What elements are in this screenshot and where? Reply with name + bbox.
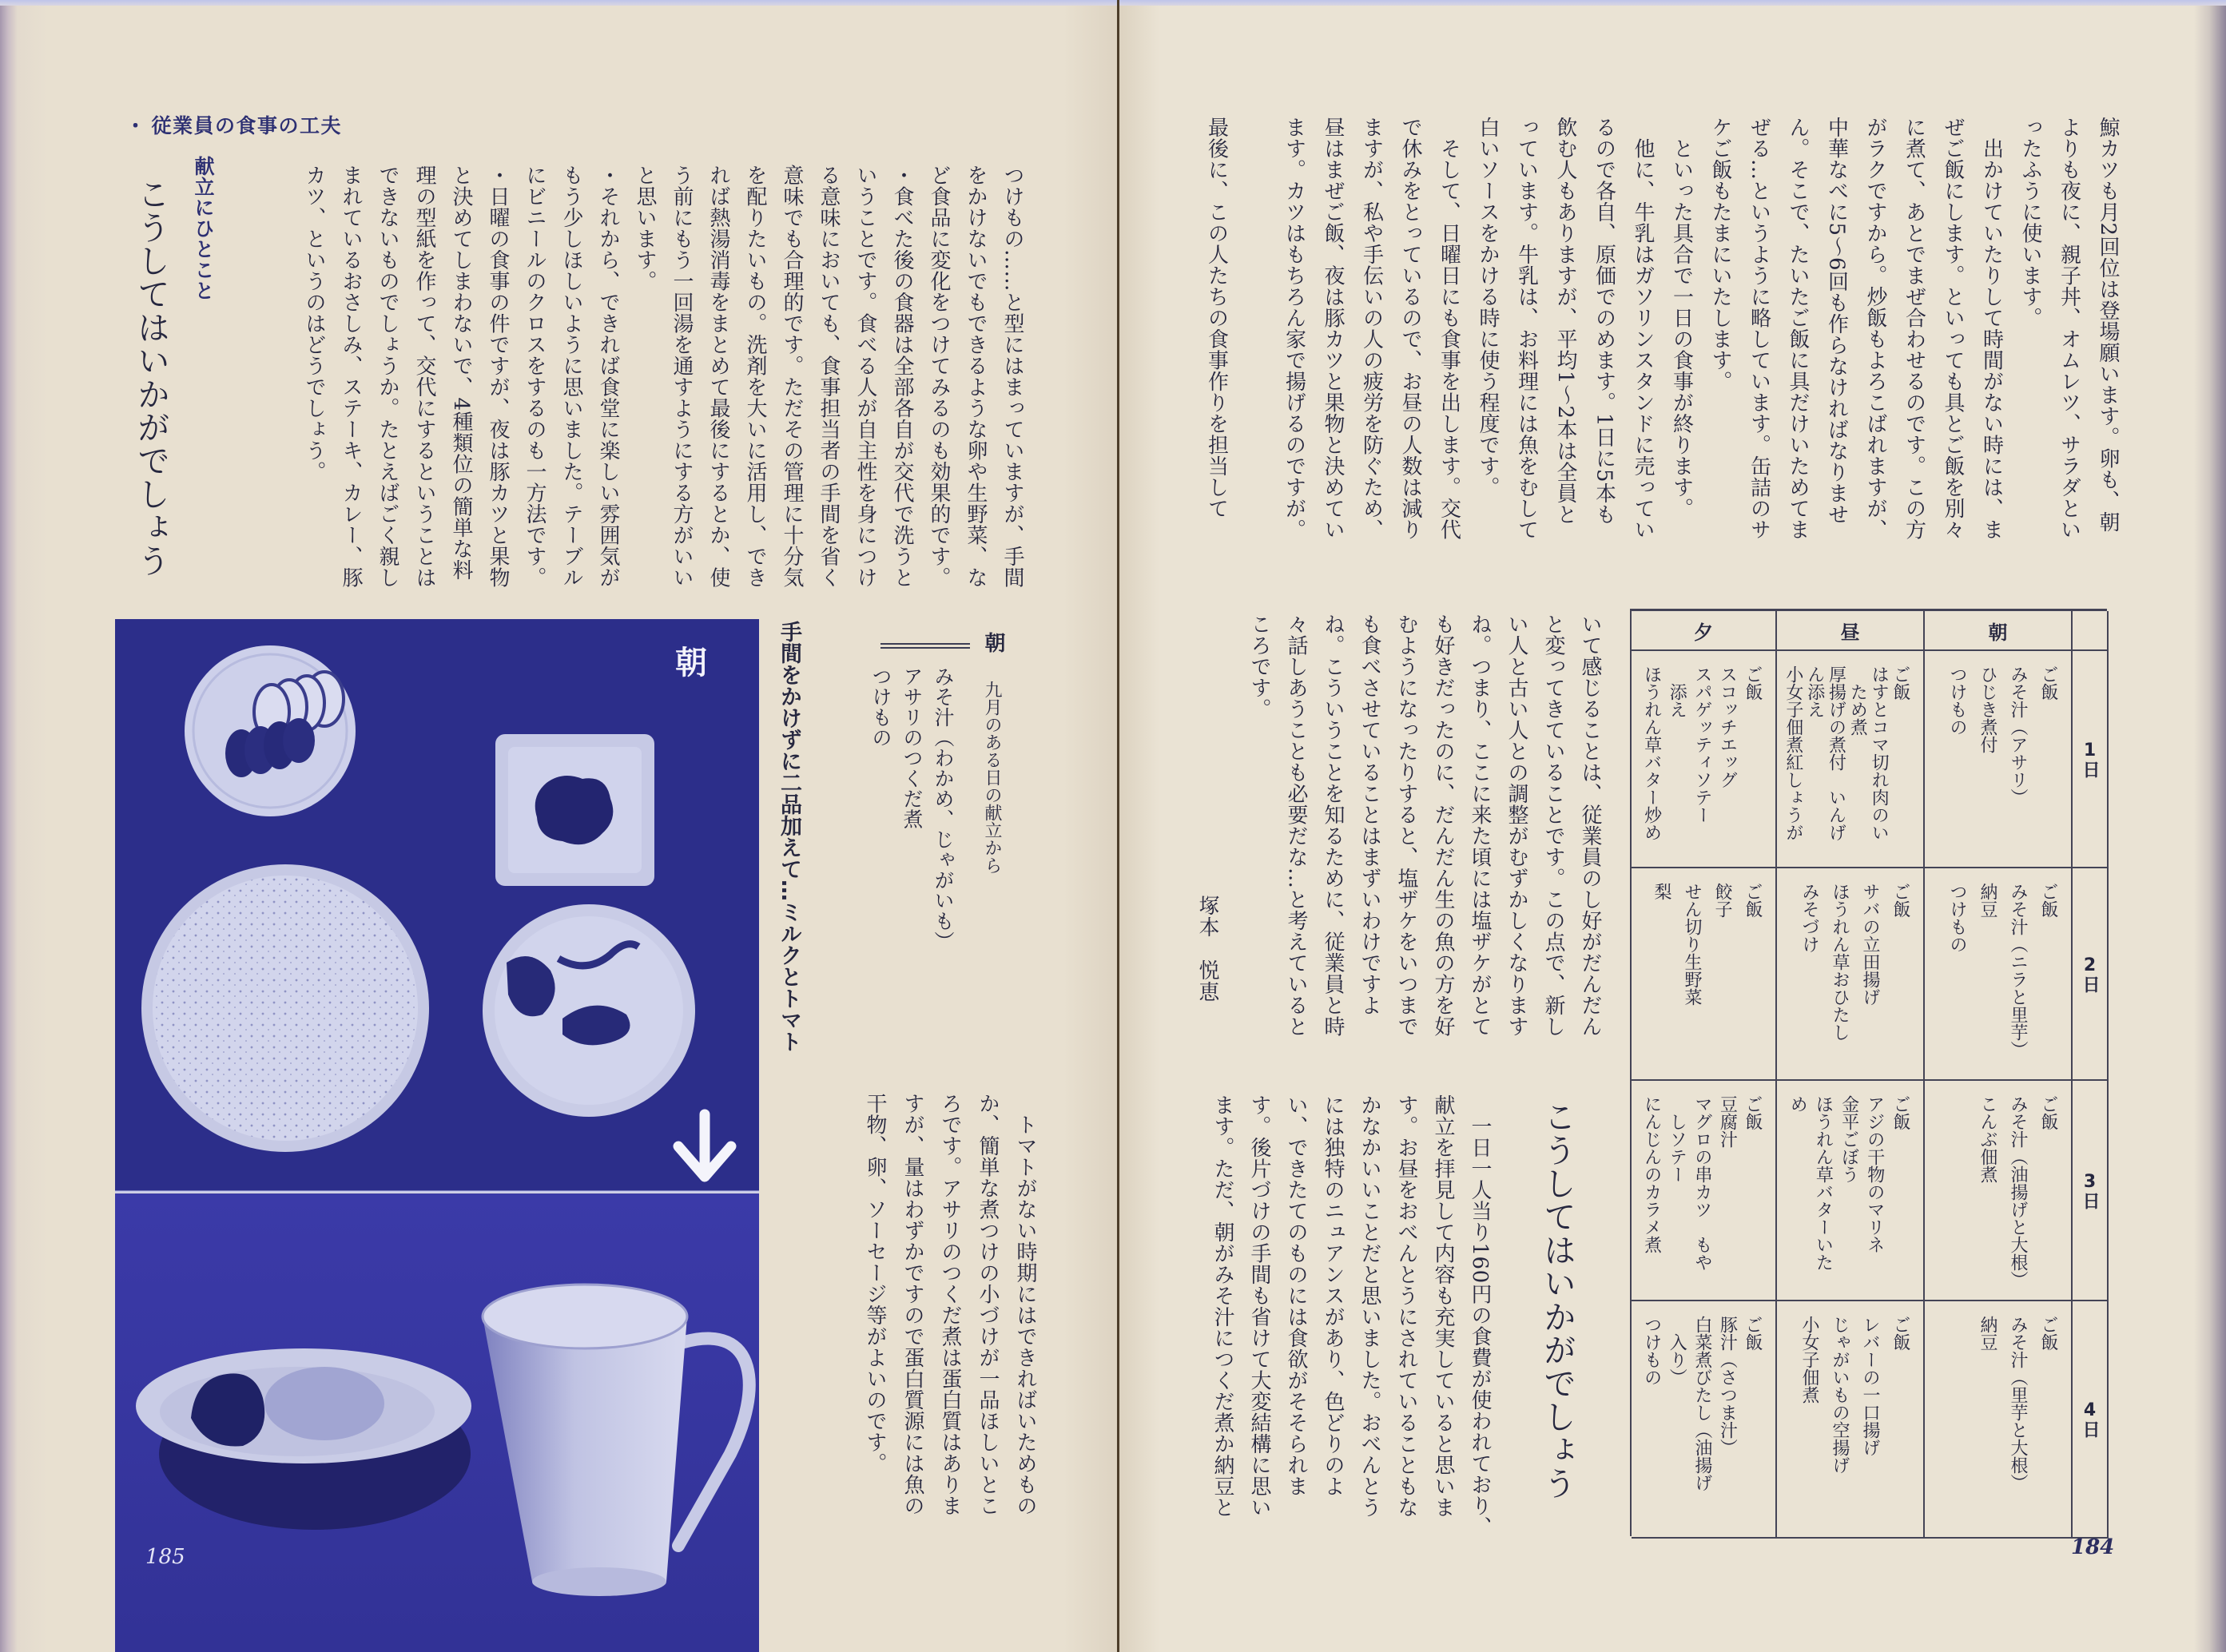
text-column: も食べさせていることはまずいわけですよ (1357, 614, 1381, 1016)
text-column: 白いソースをかける時に使う程度です。 (1476, 117, 1500, 498)
text-column: むようになったりすると、塩ザケをいつまで (1394, 614, 1418, 1037)
menu-dish: ご飯 (2038, 1095, 2058, 1130)
menu-dish: みそ汁（油揚げと大根） (2008, 1095, 2028, 1289)
text-column: う前にもう一回湯を通すようにする方がいい (670, 165, 694, 588)
text-column: いうことです。食べる人が自主性を身につけ (853, 165, 877, 588)
text-column: に煮て、あとでまぜ合わせるのです。この方 (1902, 117, 1926, 540)
menu-dish: みそ汁（ニラと里芋） (2008, 883, 2028, 1058)
menu-dish: スパゲッティソテー (1691, 665, 1712, 824)
menu-dish: じゃがいもの空揚げ (1830, 1316, 1850, 1474)
menu-dish: ほうれん草おひたし (1830, 883, 1850, 1041)
menu-subtitle: 九月のある日の献立から (982, 681, 1002, 874)
menu-dish: 白菜煮びたし（油揚げ (1691, 1316, 1712, 1491)
report-continued-text (1241, 614, 1608, 1061)
menu-dish: 厚揚げの煮付 いんげ (1826, 665, 1846, 841)
text-column: も好きだったのに、だんだん生の魚の方を好 (1431, 614, 1455, 1037)
sample-menu-items (865, 666, 959, 986)
menu-dish: ご飯 (1890, 665, 1910, 701)
photo-caption: 手間をかけずに二品加えて…ミルクとトマト (777, 621, 801, 1052)
text-column: まれているおさしみ、ステーキ、カレー、豚 (339, 165, 363, 588)
text-column: ね。つまり、ここに来た頃には塩ザケがとて (1468, 614, 1492, 1037)
text-column: すが、量はわずかですので蛋白質源には魚の (900, 1093, 924, 1516)
response-text (1204, 1094, 1498, 1542)
table-header-breakfast: 朝 (1925, 611, 2073, 651)
text-column: といった具合で一日の食事が終ります。 (1669, 117, 1694, 519)
miso-soup-bowl (483, 904, 695, 1117)
cell-day2-lunch (1777, 868, 1925, 1081)
text-column: ぜご飯にします。といっても具とご飯を別々 (1941, 117, 1965, 540)
cell-day1-lunch (1777, 651, 1925, 868)
day-label: 4日 (2073, 1301, 2109, 1539)
text-column: もう少しほしいように思いました。テーブル (559, 165, 583, 588)
section-label: 献立にひとこと (192, 156, 215, 301)
menu-dish: 入り） (1667, 1316, 1687, 1386)
cell-day2-dinner (1632, 868, 1777, 1081)
pickle-plate (185, 645, 356, 816)
text-column: には独特のニュアンスがあり、色どりのよ (1321, 1094, 1345, 1497)
text-column: ころです。 (1247, 614, 1271, 720)
cell-day1-dinner (1632, 651, 1777, 868)
text-column: トマトがない時期にはできればいためもの (1013, 1093, 1037, 1516)
menu-dish: はすとコマ切れ肉のい (1869, 665, 1890, 841)
scan-edge (0, 0, 2226, 6)
menu-dish: ご飯 (2038, 665, 2058, 701)
cell-day2-breakfast (1925, 868, 2073, 1081)
text-column: ろです。アサリのつくだ煮は蛋白質はありま (938, 1093, 962, 1516)
cell-day1-breakfast (1925, 651, 2073, 868)
text-column: る意味においても、食事担当者の手間を省く (817, 165, 841, 588)
bottom-photo-milk-tomato (115, 1193, 759, 1652)
menu-dish: め (1787, 1095, 1808, 1113)
menu-dish: つけもの (1641, 1316, 1662, 1386)
text-column: つけもの……と型にはまっていますが、手間 (1000, 165, 1024, 588)
menu-meal-label: 朝 (981, 632, 1005, 653)
text-column: ・食べた後の食器は全部各自が交代で洗うと (890, 165, 914, 588)
text-column: ・それから、できれば食堂に楽しい雰囲気が (596, 165, 620, 588)
menu-dish: サバの立田揚げ (1860, 883, 1880, 1006)
menu-dish: ほうれん草バターいた (1813, 1095, 1834, 1271)
menu-dish: こんぶ佃煮 (1978, 1095, 1997, 1183)
text-column: と変ってきていることです。この点で、新し (1541, 614, 1565, 1037)
menu-dish: ご飯 (1743, 1095, 1763, 1130)
menu-dish: 小女子佃煮 (1799, 1316, 1819, 1404)
menu-dish: 金平ごぼう (1838, 1095, 1859, 1183)
menu-dish: しソテー (1667, 1095, 1687, 1183)
text-column: カツ、というのはどうでしょう。 (302, 165, 326, 482)
text-column: ます。カツはもちろん家で揚げるのですが。 (1282, 117, 1306, 540)
text-column: れば熱湯消毒をまとめて最後にするとか、使 (706, 165, 730, 588)
text-column: をかけないでもできるような卵や生野菜、な (964, 165, 988, 588)
report-text (1197, 117, 2127, 572)
text-column: 理の型紙を作って、交代にするということは (412, 165, 436, 588)
cell-day3-lunch (1777, 1081, 1925, 1301)
menu-dish: 豆腐汁 (1717, 1095, 1738, 1148)
page-number: 185 (145, 1545, 185, 1569)
text-column: 意味でも合理的です。ただその管理に十分気 (780, 165, 804, 588)
menu-dish: みそづけ (1799, 883, 1819, 953)
menu-dish: ほうれん草バター炒め (1641, 665, 1662, 841)
menu-dish: ため煮 (1847, 665, 1868, 736)
text-column: 一日一人当り160円の食費が使われており、 (1468, 1094, 1492, 1538)
text-column: ね。こういうことを知るために、従業員と時 (1321, 614, 1345, 1037)
text-column: ん。そこで、たいたご飯に具だけいためてま (1786, 117, 1810, 540)
rice-plate (141, 864, 429, 1152)
text-column: そして、日曜日にも食事を出します。交代 (1437, 117, 1461, 540)
text-column: 飲む人もありますが、平均1〜2本は全員と (1553, 117, 1577, 526)
text-column: い、できたてのものには食欲がそそられま (1284, 1094, 1308, 1497)
text-column: ・日曜の食事の件ですが、夜は豚カツと果物 (486, 165, 510, 588)
table-header-dinner: 夕 (1632, 611, 1777, 651)
text-column: ど食品に変化をつけてみるのも効果的です。 (927, 165, 951, 588)
menu-dish: せん切り生野菜 (1682, 883, 1702, 1006)
menu-item: みそ汁（わかめ、じゃがいも） (932, 666, 955, 951)
text-column: るので各自、原価でのめます。1日に5本も (1592, 117, 1616, 526)
text-column: ます。ただ、朝がみそ汁につくだ煮か納豆と (1210, 1094, 1234, 1518)
book-spine (1117, 0, 1119, 1652)
text-column: す。お昼をおべんとうにされていることもな (1394, 1094, 1418, 1518)
cell-day4-lunch (1777, 1301, 1925, 1539)
response-title: こうしてはいかがでしょう (1538, 1100, 1576, 1500)
top-photo-dishes (115, 619, 759, 1191)
running-header (125, 110, 342, 139)
menu-dish: ひじき煮付 (1978, 665, 1997, 753)
menu-dish: つけもの (1947, 665, 1967, 736)
menu-dish: ん添え (1804, 665, 1825, 718)
text-column: か、簡単な煮つけの小づけが一品ほしいとこ (976, 1093, 1000, 1516)
text-column: 他に、牛乳はガソリンスタンドに売ってい (1631, 117, 1655, 540)
cell-day3-dinner (1632, 1081, 1777, 1301)
text-column: 鯨カツも月2回位は登場願います。卵も、朝 (2096, 117, 2120, 533)
text-column: と思います。 (633, 165, 657, 292)
table-header-day (2073, 611, 2109, 651)
four-day-menu-table (1630, 609, 2107, 1536)
menu-dish: ご飯 (1890, 1316, 1910, 1351)
day-label: 3日 (2073, 1081, 2109, 1301)
text-column: す。後片づけの手間も省けて大変結構に思い (1247, 1094, 1271, 1518)
cell-day3-breakfast (1925, 1081, 2073, 1301)
menu-dish: 添え (1667, 665, 1687, 718)
section-title: こうしてはいかがでしょう (132, 177, 170, 578)
text-column: で休みをとっているので、お昼の人数は減り (1398, 117, 1422, 540)
menu-dish: にんじんのカラメ煮 (1641, 1095, 1662, 1253)
menu-dish: ご飯 (1890, 883, 1910, 918)
day-label: 2日 (2073, 868, 2109, 1081)
menu-dish: ご飯 (1743, 883, 1763, 918)
text-column: っています。牛乳は、お料理には魚をむして (1514, 117, 1539, 540)
text-column: 献立を拝見して内容も充実していると思いま (1431, 1094, 1455, 1518)
text-column: ますが、私や手伝いの人の疲労を防ぐため、 (1359, 117, 1384, 540)
menu-dish: つけもの (1947, 883, 1967, 953)
text-column: よりも夜に、親子丼、オムレツ、サラダとい (2057, 117, 2081, 540)
menu-dish: 小女子佃煮紅しょうが (1783, 665, 1803, 841)
text-column: 出かけていたりして時間がない時には、ま (1979, 117, 2004, 540)
tsukudani-dish (495, 734, 654, 886)
menu-dish: スコッチエッグ (1717, 665, 1738, 788)
text-column: ぜる…というように略しています。缶詰のサ (1747, 117, 1771, 540)
menu-dish: 豚汁（さつま汁） (1717, 1316, 1738, 1456)
text-column: にビニールのクロスをするのも一方法です。 (523, 165, 547, 588)
menu-dish: ご飯 (1890, 1095, 1910, 1130)
bullet-icon: ・ (125, 114, 147, 137)
author-name: 塚本 悦恵 (1195, 895, 1219, 1003)
cell-day4-dinner (1632, 1301, 1777, 1539)
menu-dish: ご飯 (1743, 665, 1763, 701)
text-column: 々話しあうことも必要だな…と考えていると (1284, 614, 1308, 1037)
text-column: を配りたいもの。洗剤を大いに活用し、でき (743, 165, 767, 588)
menu-dish: レバーの一口揚げ (1860, 1316, 1880, 1456)
menu-dish: ご飯 (1743, 1316, 1763, 1351)
text-column: 昼はまぜご飯、夜は豚カツと果物と決めてい (1321, 117, 1345, 540)
text-column: かなかいいことだと思いました。おべんとう (1357, 1094, 1381, 1518)
text-column: 干物、卵、ソーセージ等がよいのです。 (863, 1093, 887, 1474)
menu-item: アサリのつくだ煮 (900, 666, 924, 829)
advice-text (296, 165, 1031, 612)
text-column: がラクですから。炒飯もよろこばれますが、 (1863, 117, 1887, 540)
running-header-title: 従業員の食事の工夫 (151, 114, 343, 137)
menu-dish: アジの干物のマリネ (1864, 1095, 1885, 1253)
menu-dish: 納豆 (1978, 1316, 1997, 1351)
page-number: 184 (2071, 1535, 2115, 1559)
menu-dish: マグロの串カツ もや (1691, 1095, 1712, 1271)
text-column: 最後に、この人たちの食事作りを担当して (1204, 117, 1229, 519)
menu-item: つけもの (869, 666, 892, 748)
text-column: と決めてしまわないで、4種類位の簡単な料 (449, 165, 473, 581)
menu-dish: ご飯 (2038, 883, 2058, 918)
menu-dish: ご飯 (2038, 1316, 2058, 1351)
text-column: ケご飯もたまにいたします。 (1708, 117, 1732, 392)
day-label: 1日 (2073, 651, 2109, 868)
menu-dish: みそ汁（アサリ） (2008, 665, 2028, 806)
text-column: できないものでしょうか。たとえばごく親し (376, 165, 399, 588)
menu-dish: 梨 (1652, 883, 1671, 900)
table-header-lunch: 昼 (1777, 611, 1925, 651)
photo-label: 朝 (675, 645, 707, 681)
menu-dish: 餃子 (1712, 883, 1732, 918)
text-column: ったふうに使います。 (2018, 117, 2042, 328)
text-column: 中華なべに5〜6回も作らなければなりませ (1824, 117, 1849, 526)
text-column (1236, 117, 1275, 572)
text-column: いて感じることは、従業員のし好がだんだん (1578, 614, 1602, 1037)
menu-dish: みそ汁（里芋と大根） (2008, 1316, 2028, 1491)
text-column: い人と古い人との調整がむずかしくなります (1505, 614, 1528, 1037)
double-rule-divider (880, 643, 970, 649)
menu-comment-text (856, 1093, 1043, 1540)
cell-day4-breakfast (1925, 1301, 2073, 1539)
breakfast-photo (115, 619, 759, 1652)
menu-dish: 納豆 (1978, 883, 1997, 918)
